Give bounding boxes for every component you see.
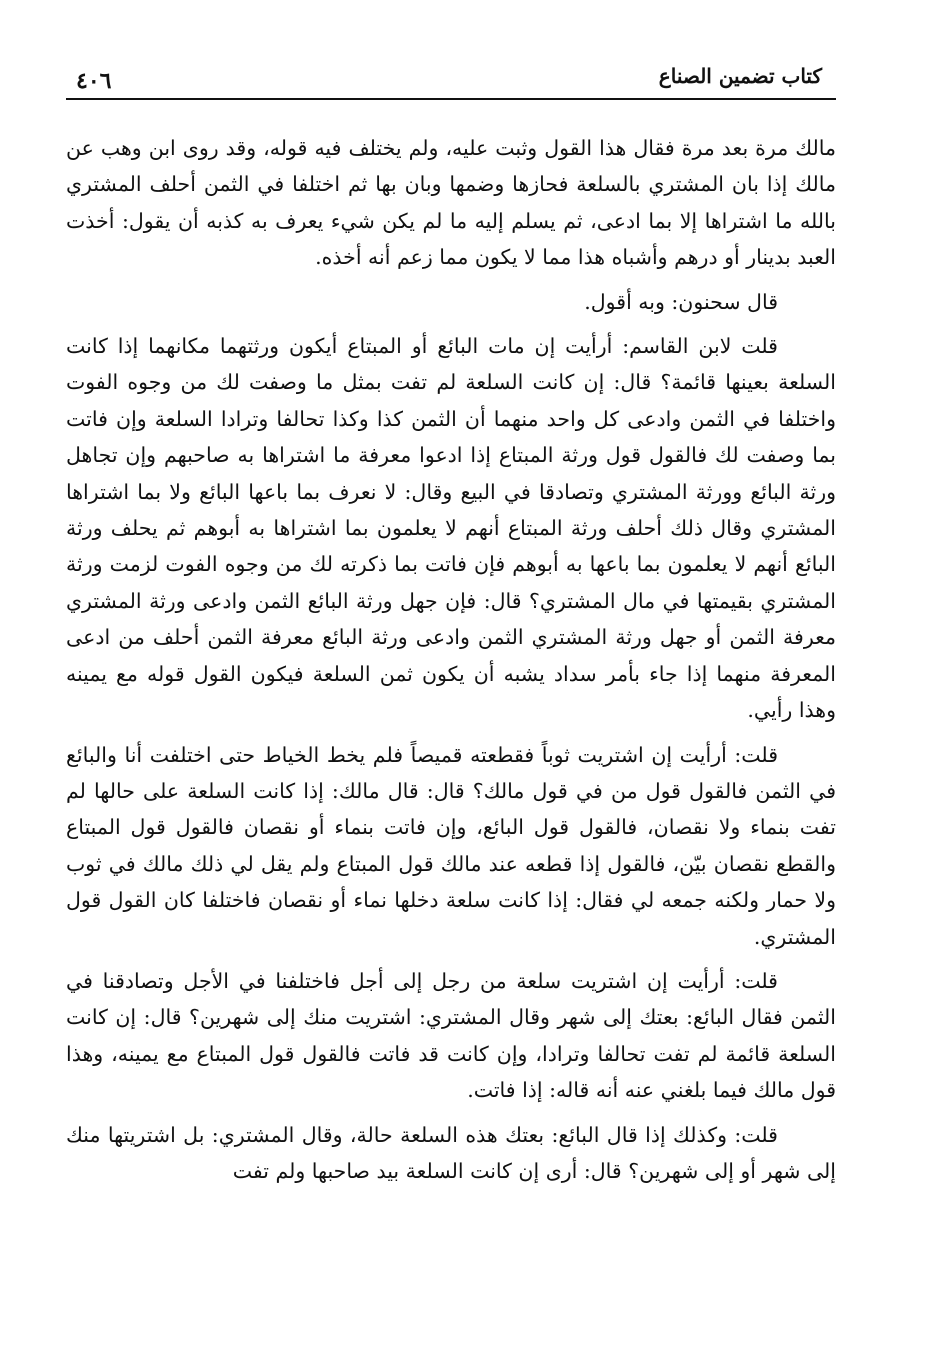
paragraph: قلت لابن القاسم: أرأيت إن مات البائع أو المبتاع أيكون ورثتهما مكانهما إذا كانت السلعة بعينها قائمة؟ قال: إن كانت السلعة لم تفت بمثل ما وصفت لك من وجوه الفوت واختلفا في الثمن وادعى كل واحد منهما أن الثمن كذا وكذا تحالفا وترادا السلعة وإن فاتت بما وصفت لك فالقول قول ورثة المبتاع إذا ادعوا معرفة ما اشتراها به صاحبهم وإن تجاهل ورثة البائع وورثة المشتري وتصادقا في البيع وقال: لا نعرف بما باعها البائع ولا بما اشتراها المشتري وقال ذلك أحلف ورثة المبتاع أنهم لا يعلمون بما اشتراها به أبوهم ثم يحلف ورثة البائع أنهم لا يعلمون بما باعها به أبوهم فإن فاتت بما ذكرته لك من وجوه الفوت لزمت ورثة المشتري بقيمتها في مال المشتري؟ قال: فإن جهل ورثة البائع الثمن وادعى ورثة المشتري معرفة الثمن أو جهل ورثة المشتري الثمن وادعى ورثة البائع معرفة الثمن أحلف من ادعى المعرفة منهما إذا جاء بأمر سداد يشبه أن يكون ثمن السلعة فيكون القول قوله مع يمينه وهذا رأيي.	[66, 334, 836, 723]
body-text	[66, 130, 836, 1189]
paragraph: قلت: أرأيت إن اشتريت ثوباً فقطعته قميصاً فلم يخط الخياط حتى اختلفت أنا والبائع في الثمن فالقول قول من في قول مالك؟ قال: قال مالك: إذا كانت السلعة على حالها لم تفت بنماء ولا نقصان، فالقول قول البائع، وإن فاتت بنماء أو نقصان فالقول قول المبتاع والقطع نقصان بيّن، فالقول إذا قطعه عند مالك قول المبتاع ولم يقل لي ذلك مالك في ثوب ولا حمار ولكنه جمعه لي فقال: إذا كانت سلعة دخلها نماء أو نقصان فاختلفا كان القول قول المشتري.	[66, 742, 836, 949]
paragraph: قال سحنون: وبه أقول.	[584, 289, 778, 314]
book-page	[66, 58, 836, 1197]
page-number: ٤٠٦	[76, 68, 112, 94]
paragraph: قلت: وكذلك إذا قال البائع: بعتك هذه السلعة حالة، وقال المشتري: بل اشتريتها منك إلى شهر أو إلى شهرين؟ قال: أرى إن كانت السلعة بيد صاحبها ولم تفت	[66, 1122, 836, 1183]
running-title: كتاب تضمين الصناع	[658, 64, 822, 88]
paragraph: قلت: أرأيت إن اشتريت سلعة من رجل إلى أجل فاختلفنا في الأجل وتصادقنا في الثمن فقال البائع: بعتك إلى شهر وقال المشتري: اشتريت منك إلى شهرين؟ قال: إن كانت السلعة قائمة لم تفت تحالفا وترادا، وإن كانت قد فاتت فالقول قول المبتاع مع يمينه، وهذا قول مالك فيما بلغني عنه أنه قاله: إذا فاتت.	[66, 968, 836, 1103]
page-header	[66, 58, 836, 100]
paragraph: مالك مرة بعد مرة فقال هذا القول وثبت عليه، ولم يختلف فيه قوله، وقد روى ابن وهب عن مالك إذا بان المشتري بالسلعة فحازها وضمها وبان بها ثم اختلفا في الثمن أحلف المشتري بالله ما اشتراها إلا بما ادعى، ثم يسلم إليه ما لم يكن شيء يعرف به كذبه أن يقول: أخذت العبد بدينار أو درهم وأشباه هذا مما لا يكون مما زعم أنه أخذه.	[66, 136, 836, 270]
